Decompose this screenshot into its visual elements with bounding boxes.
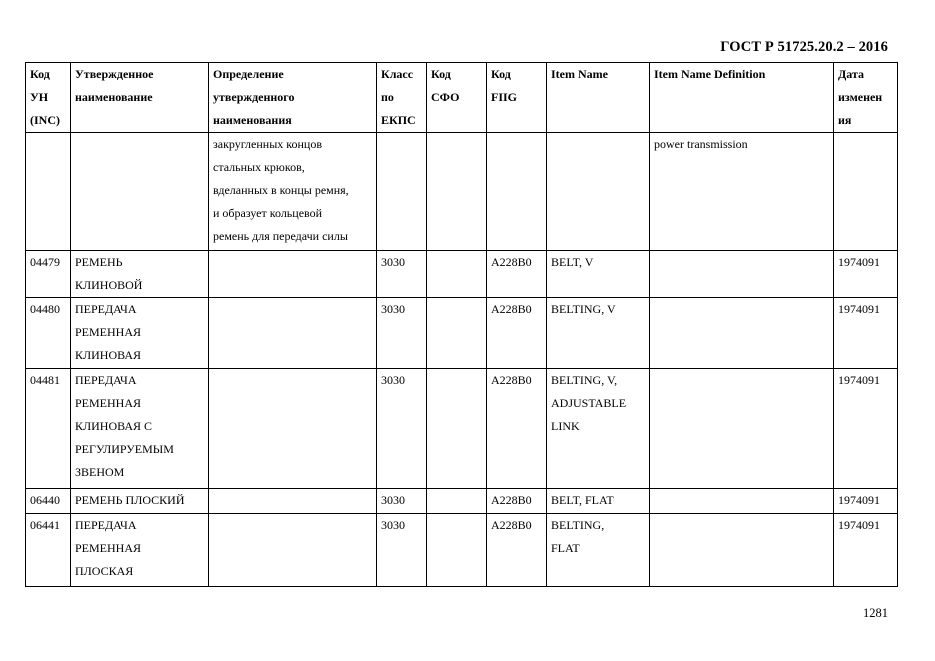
- ekps-class-cell: 3030: [377, 369, 427, 489]
- column-header-approved-name: Утвержденное наименование: [71, 63, 209, 133]
- definition-cell: [209, 298, 377, 369]
- definition-cell: [209, 514, 377, 587]
- fiig-code-cell: A228B0: [487, 251, 547, 298]
- sfo-code-cell: [427, 251, 487, 298]
- item-name-cell: BELTING, V, ADJUSTABLE LINK: [547, 369, 650, 489]
- item-name-cell: BELTING, V: [547, 298, 650, 369]
- fiig-code-cell: A228B0: [487, 514, 547, 587]
- inc-cell: 04481: [26, 369, 71, 489]
- table-row: [26, 298, 898, 369]
- inc-cell: 06440: [26, 489, 71, 514]
- item-name-cell: [547, 133, 650, 251]
- item-name-cell: BELT, V: [547, 251, 650, 298]
- approved-name-cell: РЕМЕНЬ КЛИНОВОЙ: [71, 251, 209, 298]
- column-header-item-name: Item Name: [547, 63, 650, 133]
- approved-name-cell: ПЕРЕДАЧА РЕМЕННАЯ КЛИНОВАЯ: [71, 298, 209, 369]
- fiig-code-cell: [487, 133, 547, 251]
- change-date-cell: 1974091: [834, 298, 898, 369]
- change-date-cell: 1974091: [834, 369, 898, 489]
- column-header-change-date: Дата изменен ия: [834, 63, 898, 133]
- inc-cell: 06441: [26, 514, 71, 587]
- inc-cell: 04480: [26, 298, 71, 369]
- definition-cell: [209, 489, 377, 514]
- table-row: [26, 489, 898, 514]
- item-name-definition-cell: [650, 298, 834, 369]
- approved-name-cell: РЕМЕНЬ ПЛОСКИЙ: [71, 489, 209, 514]
- table-row: [26, 251, 898, 298]
- fiig-code-cell: A228B0: [487, 489, 547, 514]
- page-number: 1281: [863, 606, 888, 620]
- nomenclature-table: [25, 62, 898, 587]
- ekps-class-cell: 3030: [377, 251, 427, 298]
- sfo-code-cell: [427, 489, 487, 514]
- item-name-definition-cell: [650, 369, 834, 489]
- column-header-sfo-code: Код СФО: [427, 63, 487, 133]
- definition-cell: [209, 369, 377, 489]
- table-row: [26, 514, 898, 587]
- column-header-ekps-class: Класс по ЕКПС: [377, 63, 427, 133]
- change-date-cell: [834, 133, 898, 251]
- column-header-inc: Код УН (INC): [26, 63, 71, 133]
- fiig-code-cell: A228B0: [487, 369, 547, 489]
- ekps-class-cell: 3030: [377, 298, 427, 369]
- change-date-cell: 1974091: [834, 251, 898, 298]
- column-header-fiig-code: Код FIIG: [487, 63, 547, 133]
- column-header-item-name-definition: Item Name Definition: [650, 63, 834, 133]
- ekps-class-cell: 3030: [377, 514, 427, 587]
- inc-cell: [26, 133, 71, 251]
- document-title: ГОСТ Р 51725.20.2 – 2016: [720, 39, 888, 55]
- item-name-definition-cell: [650, 251, 834, 298]
- approved-name-cell: ПЕРЕДАЧА РЕМЕННАЯ ПЛОСКАЯ: [71, 514, 209, 587]
- table-row: [26, 133, 898, 251]
- sfo-code-cell: [427, 133, 487, 251]
- item-name-definition-cell: power transmission: [650, 133, 834, 251]
- definition-cell: [209, 251, 377, 298]
- column-header-definition: Определение утвержденного наименования: [209, 63, 377, 133]
- sfo-code-cell: [427, 369, 487, 489]
- item-name-cell: BELTING, FLAT: [547, 514, 650, 587]
- ekps-class-cell: [377, 133, 427, 251]
- item-name-definition-cell: [650, 514, 834, 587]
- fiig-code-cell: A228B0: [487, 298, 547, 369]
- approved-name-cell: ПЕРЕДАЧА РЕМЕННАЯ КЛИНОВАЯ С РЕГУЛИРУЕМЫМ ЗВЕНОМ: [71, 369, 209, 489]
- sfo-code-cell: [427, 514, 487, 587]
- item-name-cell: BELT, FLAT: [547, 489, 650, 514]
- approved-name-cell: [71, 133, 209, 251]
- ekps-class-cell: 3030: [377, 489, 427, 514]
- table-header-row: [26, 63, 898, 133]
- table-row: [26, 369, 898, 489]
- definition-cell: закругленных концов стальных крюков, вделанных в концы ремня, и образует кольцевой ремень для передачи силы: [209, 133, 377, 251]
- sfo-code-cell: [427, 298, 487, 369]
- change-date-cell: 1974091: [834, 514, 898, 587]
- inc-cell: 04479: [26, 251, 71, 298]
- change-date-cell: 1974091: [834, 489, 898, 514]
- item-name-definition-cell: [650, 489, 834, 514]
